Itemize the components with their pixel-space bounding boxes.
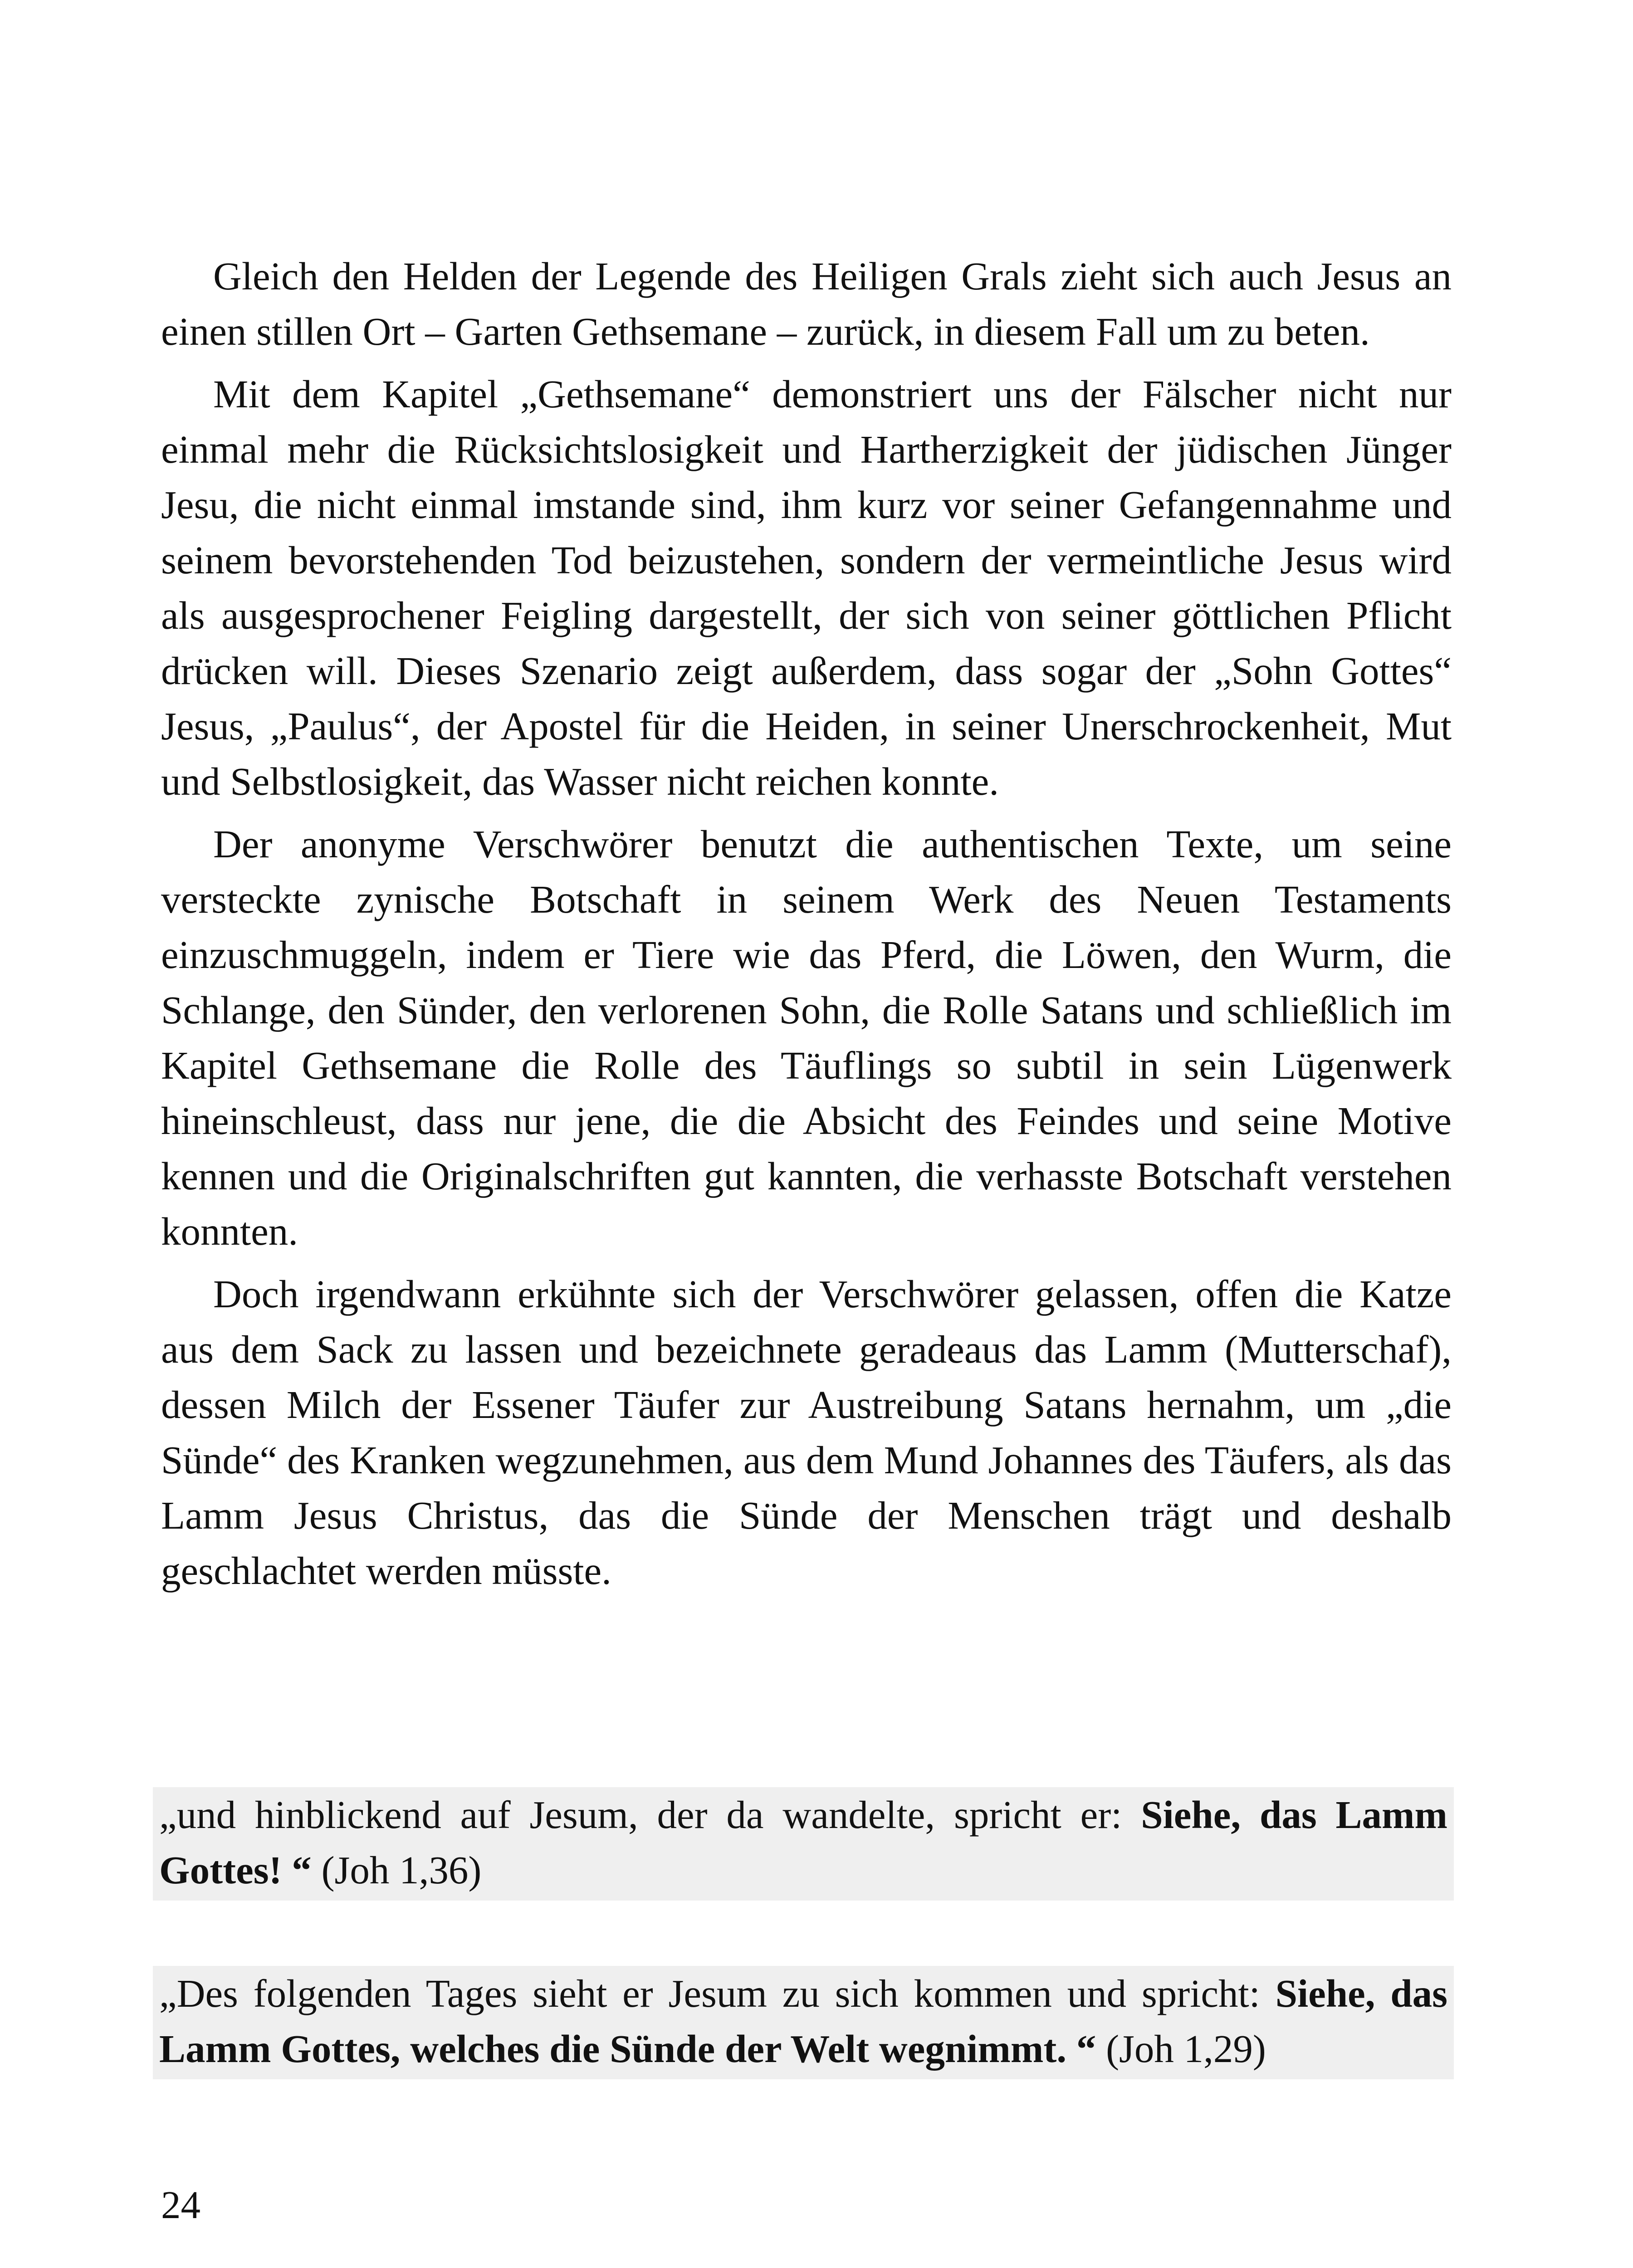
paragraph-3: Der anonyme Verschwörer benutzt die authentischen Texte, um seine versteckte zynische Botschaft in seinem Werk des Neuen Testaments einzuschmuggeln, indem er Tiere wie das Pferd, die Löwen, den Wurm, die Schlange, den Sünder, den verlorenen Sohn, die Rolle Satans und schließlich im Kapitel Gethsemane die Rolle des Täuflings so subtil in sein Lügenwerk hineinschleust, dass nur jene, die die Absicht des Feindes und seine Motive kennen und die Originalschriften gut kannten, die verhasste Botschaft verstehen konnten. <box>161 822 1452 1253</box>
bible-quote-john-1-29 <box>153 1966 1454 2079</box>
paragraph-4: Doch irgendwann erkühnte sich der Verschwörer gelassen, offen die Katze aus dem Sack zu lassen und bezeichnete geradeaus das Lamm (Mutterschaf), dessen Milch der Essener Täufer zur Austreibung Satans hernahm, um „die Sünde“ des Kranken wegzunehmen, aus dem Mund Johannes des Täufers, als das Lamm Jesus Christus, das die Sünde der Menschen trägt und deshalb geschlachtet werden müsste. <box>161 1272 1452 1593</box>
paragraph-1: Gleich den Helden der Legende des Heiligen Grals zieht sich auch Jesus an einen stillen Ort – Garten Gethsemane – zurück, in diesem Fall um zu beten. <box>161 254 1452 353</box>
quote-emphasis: Siehe, das Lamm Gottes, welches die Sünde der Welt wegnimmt. “ <box>159 1971 1447 2071</box>
quote-reference: (Joh 1,36) <box>311 1848 482 1892</box>
quote-reference: (Joh 1,29) <box>1096 2027 1266 2071</box>
quote-text: „und hinblickend auf Jesum, der da wandelte, spricht er: <box>159 1793 1141 1837</box>
quote-emphasis: Siehe, das Lamm Gottes! “ <box>159 1793 1447 1892</box>
page-number: 24 <box>161 2183 200 2227</box>
body-text <box>161 249 1452 1606</box>
paragraph-2: Mit dem Kapitel „Gethsemane“ demonstriert uns der Fälscher nicht nur einmal mehr die Rücksichtslosigkeit und Hartherzigkeit der jüdischen Jünger Jesu, die nicht einmal imstande sind, ihm kurz vor seiner Gefangennahme und seinem bevorstehenden Tod beizustehen, sondern der vermeintliche Jesus wird als ausgesprochener Feigling dargestellt, der sich von seiner göttlichen Pflicht drücken will. Dieses Szenario zeigt außerdem, dass sogar der „Sohn Gottes“ Jesus, „Paulus“, der Apostel für die Heiden, in seiner Unerschrockenheit, Mut und Selbstlosigkeit, das Wasser nicht reichen konnte. <box>161 372 1452 803</box>
bible-quote-john-1-36 <box>153 1787 1454 1901</box>
quote-text: „Des folgenden Tages sieht er Jesum zu sich kommen und spricht: <box>159 1971 1276 2015</box>
